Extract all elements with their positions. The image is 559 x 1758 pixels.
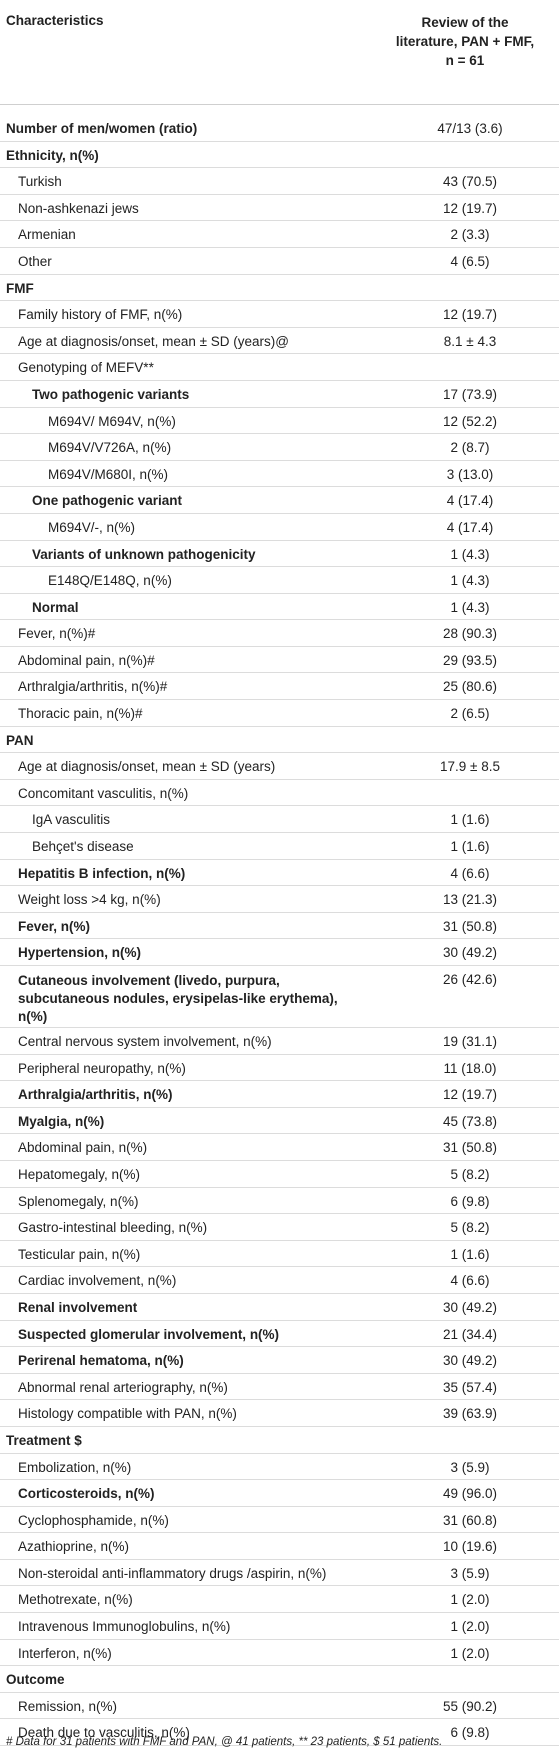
row-value: 10 (19.6) xyxy=(442,1539,498,1555)
row-label: E148Q/E148Q, n(%) xyxy=(48,573,172,589)
table-row xyxy=(0,939,559,966)
row-value: 6 (9.8) xyxy=(450,1725,490,1741)
row-value: 1 (1.6) xyxy=(450,812,490,828)
row-label: Weight loss >4 kg, n(%) xyxy=(18,892,161,908)
table-row xyxy=(0,275,559,302)
row-value: 30 (49.2) xyxy=(442,945,498,961)
table-row xyxy=(0,195,559,222)
row-label: Cutaneous involvement (livedo, purpura, subcutaneous nodules, erysipelas-like erythema), n(%) xyxy=(18,973,338,1024)
row-value: 28 (90.3) xyxy=(442,626,498,642)
row-value: 4 (17.4) xyxy=(446,519,494,535)
table-row xyxy=(0,381,559,408)
row-label: Methotrexate, n(%) xyxy=(18,1592,133,1608)
table-row xyxy=(0,115,559,142)
row-label: Embolization, n(%) xyxy=(18,1459,132,1475)
row-label: Splenomegaly, n(%) xyxy=(18,1193,139,1209)
row-label: Intravenous Immunoglobulins, n(%) xyxy=(18,1619,231,1635)
row-value: 11 (18.0) xyxy=(443,1060,497,1076)
row-value: 4 (6.5) xyxy=(450,253,490,269)
row-value: 1 (4.3) xyxy=(450,573,490,589)
row-label: One pathogenic variant xyxy=(32,493,183,509)
table-row xyxy=(0,594,559,621)
row-value: 21 (34.4) xyxy=(442,1326,498,1342)
table-row xyxy=(0,860,559,887)
row-label: M694V/V726A, n(%) xyxy=(48,440,172,456)
row-value: 4 (6.6) xyxy=(450,1273,490,1289)
table-row xyxy=(0,886,559,913)
table-row xyxy=(0,1613,559,1640)
table-row xyxy=(0,434,559,461)
row-label: Non-steroidal anti-inflammatory drugs /aspirin, n(%) xyxy=(18,1565,327,1581)
row-value: 29 (93.5) xyxy=(442,652,498,668)
row-label: Age at diagnosis/onset, mean ± SD (years)@ xyxy=(18,333,289,349)
row-value: 3 (5.9) xyxy=(450,1565,490,1581)
row-label: Arthralgia/arthritis, n(%)# xyxy=(18,679,168,695)
row-label: M694V/ M694V, n(%) xyxy=(48,413,176,429)
row-label: PAN xyxy=(6,732,34,748)
row-value: 1 (1.6) xyxy=(450,1246,490,1262)
table-row xyxy=(0,1214,559,1241)
table-row xyxy=(0,1586,559,1613)
table-row xyxy=(0,700,559,727)
table-row xyxy=(0,1055,559,1082)
row-label: Perirenal hematoma, n(%) xyxy=(18,1353,184,1369)
row-label: Abnormal renal arteriography, n(%) xyxy=(18,1379,228,1395)
row-label: Behçet's disease xyxy=(32,839,134,855)
row-value: 1 (2.0) xyxy=(450,1645,490,1661)
table-row xyxy=(0,1374,559,1401)
table-body xyxy=(0,115,559,1746)
table-row xyxy=(0,328,559,355)
row-label: Corticosteroids, n(%) xyxy=(18,1486,155,1502)
row-label: Suspected glomerular involvement, n(%) xyxy=(18,1326,280,1342)
row-label: Hepatomegaly, n(%) xyxy=(18,1166,141,1182)
row-value: 2 (3.3) xyxy=(450,227,490,243)
row-label: Abdominal pain, n(%)# xyxy=(18,652,155,668)
row-label: Histology compatible with PAN, n(%) xyxy=(18,1406,237,1422)
table-row xyxy=(0,408,559,435)
table-row xyxy=(0,1507,559,1534)
row-value: 5 (8.2) xyxy=(450,1220,490,1236)
row-value: 8.1 ± 4.3 xyxy=(443,333,497,349)
row-value: 3 (13.0) xyxy=(446,466,494,482)
table-row xyxy=(0,514,559,541)
table-row xyxy=(0,248,559,275)
row-value: 47/13 (3.6) xyxy=(437,121,503,136)
row-value: 1 (2.0) xyxy=(450,1619,490,1635)
row-value: 1 (4.3) xyxy=(450,546,490,562)
row-label: Normal xyxy=(32,599,79,615)
row-label: M694V/-, n(%) xyxy=(48,519,136,535)
row-label: Outcome xyxy=(6,1672,65,1688)
table-row xyxy=(0,1321,559,1348)
table-footnote: # Data for 31 patients with FMF and PAN, @ 41 patients, ** 23 patients, $ 51 patients. xyxy=(6,1736,443,1748)
table-row xyxy=(0,1081,559,1108)
row-value: 39 (63.9) xyxy=(442,1406,498,1422)
row-value: 26 (42.6) xyxy=(442,972,498,987)
row-label: Azathioprine, n(%) xyxy=(18,1539,130,1555)
row-label: Cardiac involvement, n(%) xyxy=(18,1273,177,1289)
row-label: Myalgia, n(%) xyxy=(18,1113,105,1129)
table-row xyxy=(0,780,559,807)
row-label: Gastro-intestinal bleeding, n(%) xyxy=(18,1220,208,1236)
table-row xyxy=(0,1241,559,1268)
table-row xyxy=(0,913,559,940)
table-row xyxy=(0,620,559,647)
row-label: FMF xyxy=(6,280,34,296)
row-value: 1 (1.6) xyxy=(450,839,490,855)
table-row xyxy=(0,1560,559,1587)
row-value: 12 (19.7) xyxy=(442,307,498,323)
row-value: 19 (31.1) xyxy=(442,1034,498,1049)
row-value: 2 (6.5) xyxy=(450,706,490,722)
row-label: Ethnicity, n(%) xyxy=(6,147,99,163)
table-row xyxy=(0,1161,559,1188)
row-label: Concomitant vasculitis, n(%) xyxy=(18,785,189,801)
row-label: Turkish xyxy=(18,174,62,190)
row-label: Other xyxy=(18,253,52,269)
row-label: Variants of unknown pathogenicity xyxy=(32,546,256,562)
row-label: Age at diagnosis/onset, mean ± SD (years) xyxy=(18,759,276,775)
row-value: 17 (73.9) xyxy=(442,386,498,402)
row-value: 30 (49.2) xyxy=(442,1353,498,1369)
table-row xyxy=(0,1347,559,1374)
table-row xyxy=(0,1188,559,1215)
row-value: 30 (49.2) xyxy=(442,1299,498,1315)
table-row xyxy=(0,168,559,195)
row-value: 31 (50.8) xyxy=(442,918,498,934)
row-label: Hepatitis B infection, n(%) xyxy=(18,865,186,881)
row-label: Two pathogenic variants xyxy=(32,386,190,402)
table-row xyxy=(0,727,559,754)
row-label: Number of men/women (ratio) xyxy=(6,121,198,136)
table-row xyxy=(0,1693,559,1720)
table-row xyxy=(0,142,559,169)
row-value: 43 (70.5) xyxy=(442,174,498,190)
row-label: Death due to vasculitis, n(%) xyxy=(18,1725,190,1741)
table-row xyxy=(0,1427,559,1454)
row-label: Arthralgia/arthritis, n(%) xyxy=(18,1087,173,1103)
table-row xyxy=(0,1480,559,1507)
table-row xyxy=(0,1134,559,1161)
table-header xyxy=(0,0,559,105)
row-label: Interferon, n(%) xyxy=(18,1645,112,1661)
table-row xyxy=(0,1267,559,1294)
table-row xyxy=(0,461,559,488)
row-value: 13 (21.3) xyxy=(442,892,498,908)
row-value: 55 (90.2) xyxy=(442,1698,498,1714)
column-header-review: Review of the literature, PAN + FMF, n = 61 xyxy=(395,15,535,68)
row-value: 12 (19.7) xyxy=(442,1087,498,1103)
row-value: 31 (50.8) xyxy=(442,1140,498,1156)
row-value: 4 (6.6) xyxy=(450,865,490,881)
row-value: 4 (17.4) xyxy=(446,493,494,509)
row-label: Central nervous system involvement, n(%) xyxy=(18,1034,272,1049)
table-row xyxy=(0,1454,559,1481)
row-label: Remission, n(%) xyxy=(18,1698,118,1714)
table-row xyxy=(0,487,559,514)
row-value: 31 (60.8) xyxy=(442,1512,498,1528)
table-row xyxy=(0,966,559,1028)
row-value: 6 (9.8) xyxy=(450,1193,490,1209)
row-value: 17.9 ± 8.5 xyxy=(440,759,500,775)
table-row xyxy=(0,1666,559,1693)
row-label: Genotyping of MEFV** xyxy=(18,360,154,376)
row-label: Testicular pain, n(%) xyxy=(18,1246,141,1262)
row-value: 12 (52.2) xyxy=(442,413,498,429)
row-label: Abdominal pain, n(%) xyxy=(18,1140,148,1156)
table-row xyxy=(0,1294,559,1321)
row-value: 5 (8.2) xyxy=(450,1166,490,1182)
column-header-characteristics: Characteristics xyxy=(6,13,104,28)
table-row xyxy=(0,221,559,248)
row-value: 12 (19.7) xyxy=(442,200,498,216)
table-row xyxy=(0,673,559,700)
row-label: Fever, n(%) xyxy=(18,918,91,934)
row-label: M694V/M680I, n(%) xyxy=(48,466,169,482)
table-row xyxy=(0,1028,559,1055)
row-label: Hypertension, n(%) xyxy=(18,945,142,961)
row-label: Non-ashkenazi jews xyxy=(18,200,139,216)
row-label: Family history of FMF, n(%) xyxy=(18,307,183,323)
row-value: 45 (73.8) xyxy=(442,1113,498,1129)
row-label: Thoracic pain, n(%)# xyxy=(18,706,143,722)
row-label: Armenian xyxy=(18,227,76,243)
row-label: Fever, n(%)# xyxy=(18,626,96,642)
row-value: 3 (5.9) xyxy=(450,1459,490,1475)
table-row xyxy=(0,1400,559,1427)
table-row xyxy=(0,1533,559,1560)
row-value: 25 (80.6) xyxy=(442,679,498,695)
row-label: Renal involvement xyxy=(18,1299,138,1315)
row-label: Treatment $ xyxy=(6,1432,82,1448)
table-row xyxy=(0,1640,559,1667)
row-label: IgA vasculitis xyxy=(32,812,111,828)
table-row xyxy=(0,541,559,568)
row-value: 35 (57.4) xyxy=(442,1379,498,1395)
table-row xyxy=(0,833,559,860)
row-value: 49 (96.0) xyxy=(442,1486,498,1502)
row-value: 2 (8.7) xyxy=(450,440,490,456)
row-label: Cyclophosphamide, n(%) xyxy=(18,1512,169,1528)
row-label: Peripheral neuropathy, n(%) xyxy=(18,1060,186,1076)
table-row xyxy=(0,806,559,833)
table-row xyxy=(0,753,559,780)
row-value: 1 (4.3) xyxy=(450,599,490,615)
table-row xyxy=(0,354,559,381)
table-row xyxy=(0,301,559,328)
table-row xyxy=(0,647,559,674)
table-row xyxy=(0,567,559,594)
table-row xyxy=(0,1108,559,1135)
row-value: 1 (2.0) xyxy=(450,1592,490,1608)
